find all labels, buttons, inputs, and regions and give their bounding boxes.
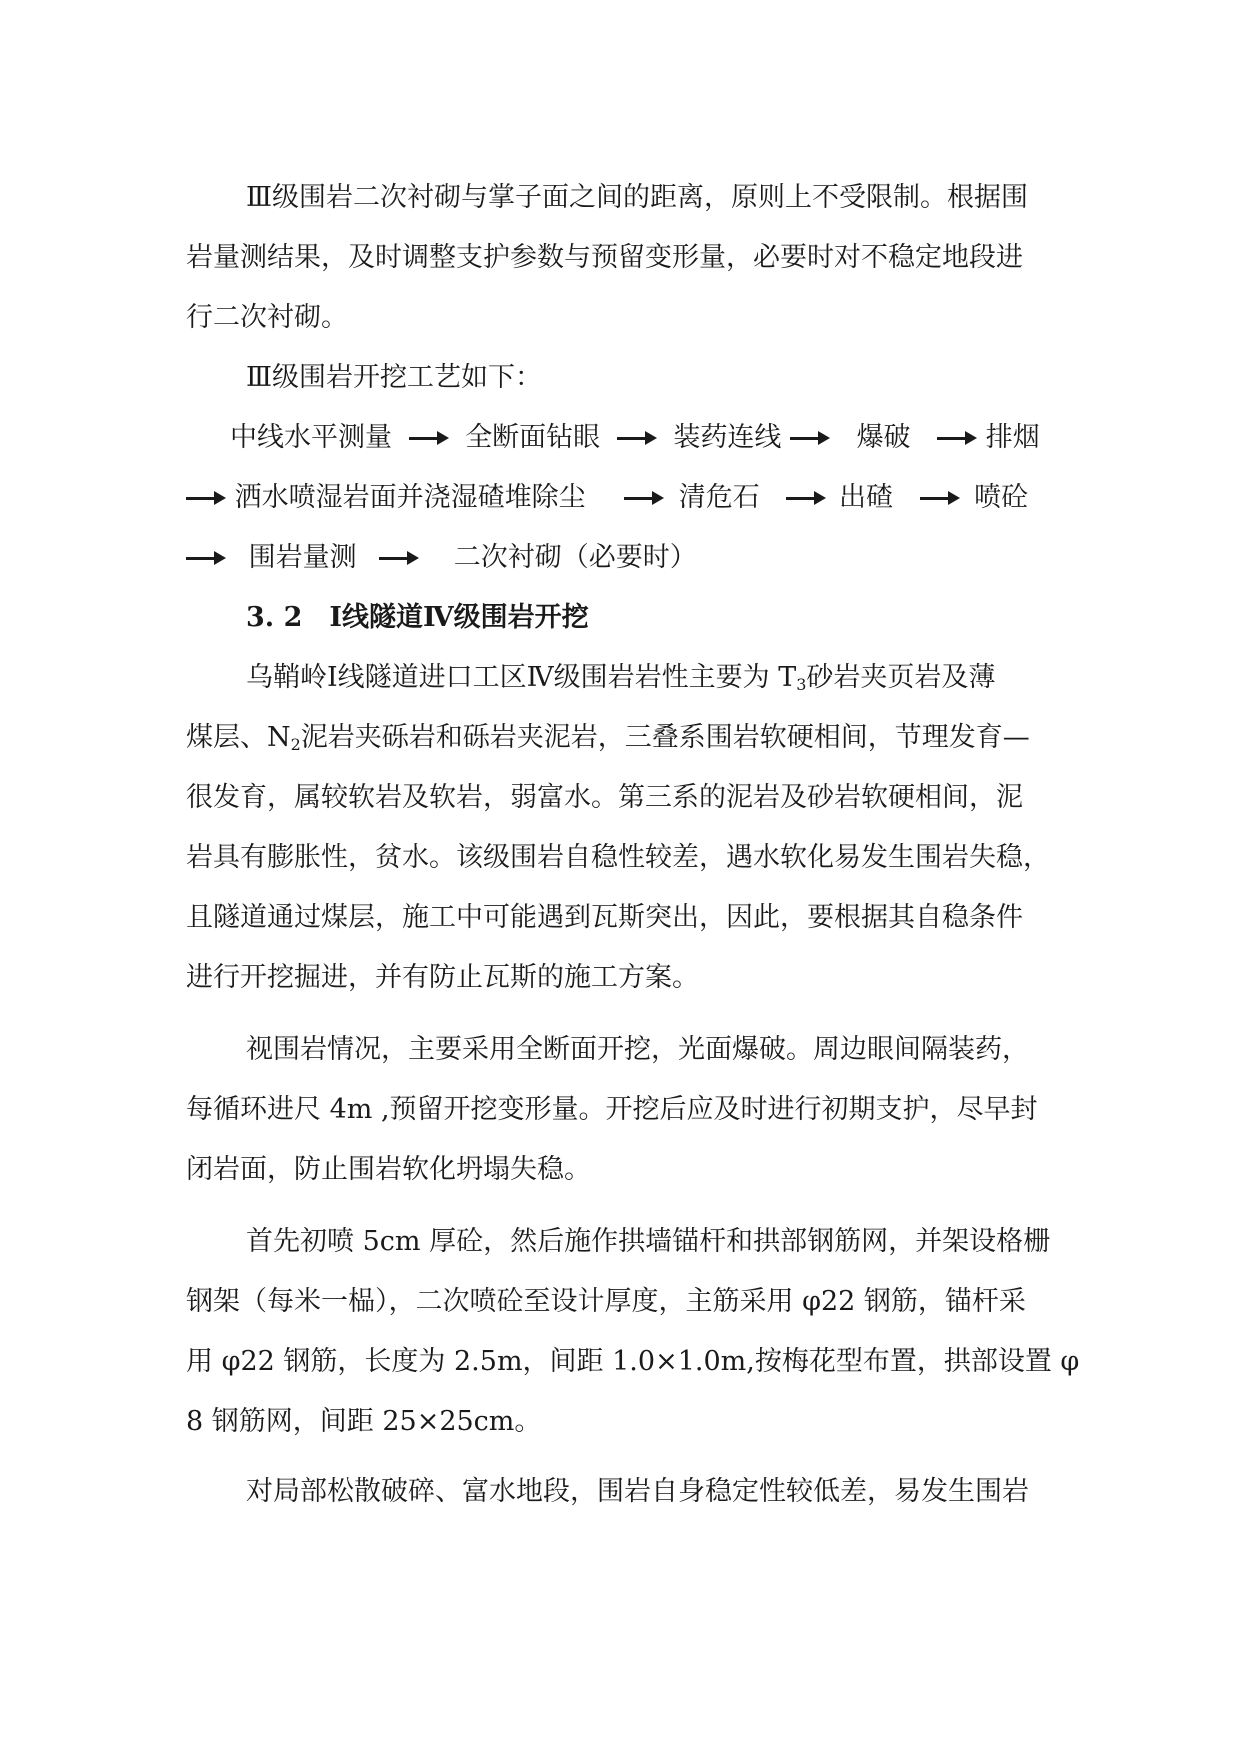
paragraph-3-line-3: 很发育，属较软岩及软岩，弱富水。第三系的泥岩及砂岩软硬相间，泥 — [186, 782, 1023, 813]
flow-row-1 — [230, 420, 1040, 456]
paragraph-4-line-2: 每循环进尺 4m ,预留开挖变形量。开挖后应及时进行初期支护，尽早封 — [186, 1094, 1038, 1125]
arrow-right-icon — [379, 540, 419, 576]
paragraph-1-line-1: Ⅲ级围岩二次衬砌与掌子面之间的距离，原则上不受限制。根据围 — [246, 182, 1029, 213]
paragraph-3-line-4: 岩具有膨胀性，贫水。该级围岩自稳性较差，遇水软化易发生围岩失稳， — [186, 842, 1050, 873]
paragraph-5-line-3: 用 φ22 钢筋，长度为 2.5m，间距 1.0×1.0m,按梅花型布置，拱部设置 φ — [186, 1346, 1080, 1377]
subscript: 3 — [796, 675, 807, 694]
paragraph-5-line-4: 8 钢筋网，间距 25×25cm。 — [186, 1406, 542, 1437]
text-run: 煤层、N — [186, 722, 291, 753]
flow-step: 洒水喷湿岩面并浇湿碴堆除尘 — [234, 482, 586, 513]
arrow-right-icon — [937, 420, 977, 456]
flow-row-2 — [186, 480, 1028, 516]
paragraph-4-line-1: 视围岩情况，主要采用全断面开挖，光面爆破。周边眼间隔装药， — [246, 1034, 1029, 1065]
paragraph-3-line-5: 且隧道通过煤层，施工中可能遇到瓦斯突出，因此，要根据其自稳条件 — [186, 902, 1023, 933]
paragraph-3-line-6: 进行开挖掘进，并有防止瓦斯的施工方案。 — [186, 962, 699, 993]
arrow-right-icon — [790, 420, 830, 456]
arrow-right-icon — [617, 420, 657, 456]
flow-step: 喷砼 — [974, 482, 1029, 513]
flow-step: 出碴 — [838, 482, 893, 513]
paragraph-3-line-2 — [186, 720, 1030, 756]
arrow-right-icon — [786, 480, 826, 516]
subscript: 2 — [290, 735, 301, 754]
paragraph-5-line-2: 钢架（每米一榀），二次喷砼至设计厚度，主筋采用 φ22 钢筋，锚杆采 — [186, 1286, 1026, 1317]
text-run: 泥岩夹砾岩和砾岩夹泥岩，三叠系围岩软硬相间，节理发育— — [300, 722, 1030, 753]
paragraph-4-line-3: 闭岩面，防止围岩软化坍塌失稳。 — [186, 1154, 591, 1185]
text-run: 乌鞘岭Ⅰ线隧道进口工区Ⅳ级围岩岩性主要为 T — [246, 662, 797, 693]
arrow-right-icon — [186, 480, 226, 516]
flow-step: 二次衬砌（必要时） — [453, 542, 697, 573]
text-run: 砂岩夹页岩及薄 — [806, 662, 996, 693]
paragraph-3-line-1 — [246, 660, 995, 696]
paragraph-1-line-3: 行二次衬砌。 — [186, 302, 348, 333]
flow-step: 中线水平测量 — [230, 422, 392, 453]
flow-step: 装药连线 — [673, 422, 782, 453]
flow-step: 清危石 — [678, 482, 760, 513]
flow-step: 排烟 — [985, 422, 1040, 453]
arrow-right-icon — [409, 420, 449, 456]
flow-step: 围岩量测 — [248, 542, 357, 573]
flow-row-3 — [186, 540, 697, 576]
flow-step: 全断面钻眼 — [465, 422, 601, 453]
paragraph-2-line-1: Ⅲ级围岩开挖工艺如下： — [246, 362, 543, 393]
flow-step: 爆破 — [856, 422, 911, 453]
arrow-right-icon — [186, 540, 226, 576]
paragraph-5-line-1: 首先初喷 5cm 厚砼，然后施作拱墙锚杆和拱部钢筋网，并架设格栅 — [246, 1226, 1051, 1257]
paragraph-1-line-2: 岩量测结果，及时调整支护参数与预留变形量，必要时对不稳定地段进 — [186, 242, 1023, 273]
paragraph-6-line-1: 对局部松散破碎、富水地段，围岩自身稳定性较低差，易发生围岩 — [246, 1476, 1029, 1507]
section-heading: 3. 2 Ⅰ线隧道Ⅳ级围岩开挖 — [246, 602, 589, 633]
arrow-right-icon — [624, 480, 664, 516]
arrow-right-icon — [920, 480, 960, 516]
